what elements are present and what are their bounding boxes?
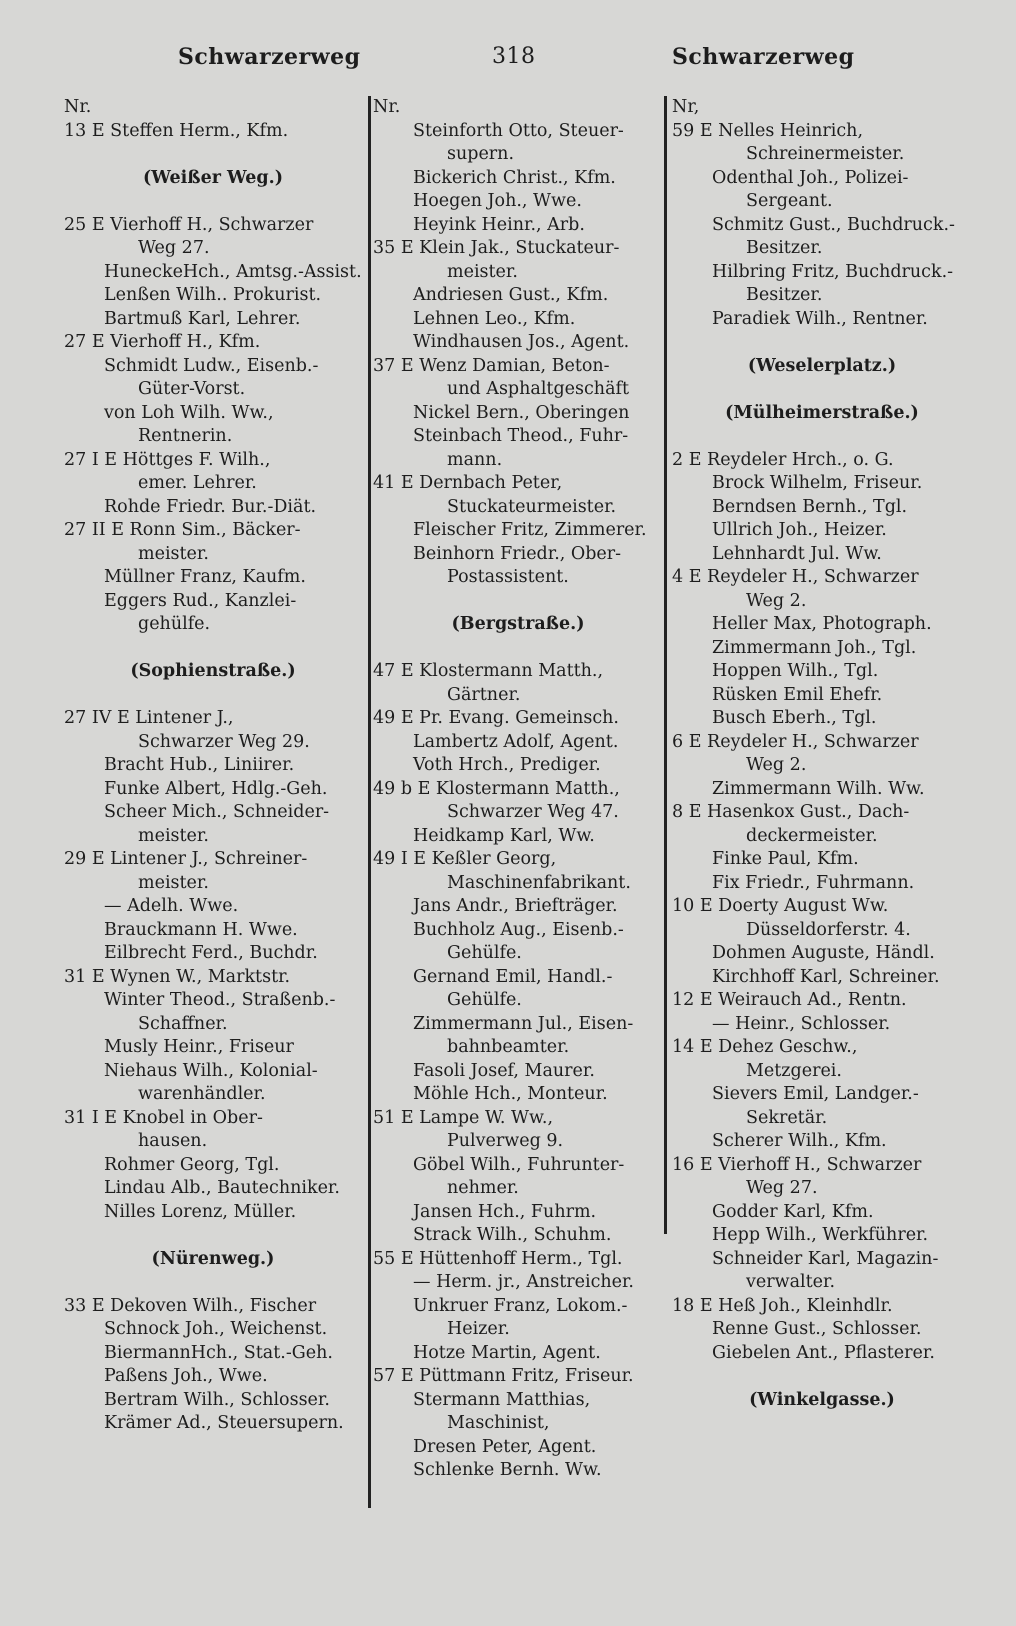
resident-line: Unkruer Franz, Lokom.-	[413, 1295, 628, 1316]
resident-line: Müllner Franz, Kaufm.	[104, 567, 306, 587]
resident-line: Musly Heinr., Friseur	[104, 1037, 294, 1057]
resident-line: Hepp Wilh., Werkführer.	[712, 1225, 929, 1245]
resident-line: Zimmermann Joh., Tgl.	[712, 637, 917, 658]
resident-line: Bracht Hub., Liniirer.	[104, 755, 295, 775]
resident-line: Finke Paul, Kfm.	[712, 849, 859, 869]
resident-line: Godder Karl, Kfm.	[712, 1201, 874, 1222]
spacer	[64, 1224, 362, 1248]
resident-line: Gernand Emil, Handl.-	[413, 966, 613, 987]
continuation-line: supern.	[447, 144, 515, 164]
resident-line: Lenßen Wilh.. Prokurist.	[104, 285, 322, 305]
resident-line: Scheer Mich., Schneider-	[104, 802, 330, 822]
resident-line: Hotze Martin, Agent.	[413, 1342, 601, 1363]
continuation-line: deckermeister.	[746, 825, 878, 846]
resident-line: Hoegen Joh., Wwe.	[413, 191, 582, 211]
resident-line: Fleischer Fritz, Zimmerer.	[413, 520, 647, 540]
resident-line: Berndsen Bernh., Tgl.	[712, 496, 908, 517]
resident-line: Schnock Joh., Weichenst.	[104, 1319, 328, 1339]
resident-line: Bickerich Christ., Kfm.	[413, 167, 616, 188]
resident-line: Funke Albert, Hdlg.-Geh.	[104, 778, 328, 799]
house-entry: 10 E Doerty August Ww.	[672, 896, 889, 916]
continuation-line: meister.	[447, 261, 518, 282]
resident-line: Windhausen Jos., Agent.	[413, 332, 630, 352]
column-2	[373, 96, 663, 1483]
resident-line: Bertram Wilh., Schlosser.	[104, 1389, 330, 1410]
spacer	[672, 378, 972, 402]
resident-line: Odenthal Joh., Polizei-	[712, 167, 909, 188]
running-header-right: Schwarzerweg	[672, 44, 855, 70]
resident-line: Schmidt Ludw., Eisenb.-	[104, 355, 319, 376]
house-entry: 35 E Klein Jak., Stuckateur-	[373, 238, 620, 258]
column-3	[672, 96, 972, 1412]
resident-line: — Herm. jr., Anstreicher.	[413, 1272, 634, 1292]
resident-line: von Loh Wilh. Ww.,	[104, 402, 274, 423]
house-entry: 16 E Vierhoff H., Schwarzer	[672, 1154, 922, 1175]
spacer	[64, 684, 362, 708]
continuation-line: Güter-Vorst.	[138, 379, 246, 399]
resident-line: Dohmen Auguste, Händl.	[712, 943, 935, 963]
resident-line: Hoppen Wilh., Tgl.	[712, 661, 879, 681]
resident-line: Winter Theod., Straßenb.-	[104, 990, 336, 1010]
resident-line: Fix Friedr., Fuhrmann.	[712, 872, 915, 893]
resident-line: Giebelen Ant., Pflasterer.	[712, 1342, 935, 1363]
column-rule	[368, 96, 371, 1508]
column-rule	[664, 96, 667, 1234]
continuation-line: Sekretär.	[746, 1107, 828, 1128]
house-entry: 49 b E Klostermann Matth.,	[373, 778, 620, 799]
section-heading: (Weselerplatz.)	[747, 355, 897, 376]
resident-line: Sievers Emil, Landger.-	[712, 1084, 919, 1104]
resident-line: Eilbrecht Ferd., Buchdr.	[104, 943, 318, 963]
resident-line: Beinhorn Friedr., Ober-	[413, 543, 622, 564]
house-entry: 49 I E Keßler Georg,	[373, 849, 557, 869]
resident-line: Jans Andr., Briefträger.	[413, 896, 618, 916]
continuation-line: Besitzer.	[746, 285, 823, 305]
resident-line: Fasoli Josef, Maurer.	[413, 1060, 595, 1081]
resident-line: Niehaus Wilh., Kolonial-	[104, 1060, 318, 1081]
resident-line: Buchholz Aug., Eisenb.-	[413, 919, 624, 940]
continuation-line: Weg 27.	[138, 238, 210, 258]
resident-line: Göbel Wilh., Fuhrunter-	[413, 1154, 625, 1175]
house-entry: 4 E Reydeler H., Schwarzer	[672, 567, 919, 587]
page-number: 318	[492, 44, 536, 69]
continuation-line: verwalter.	[746, 1272, 836, 1292]
house-entry: 33 E Dekoven Wilh., Fischer	[64, 1295, 317, 1316]
continuation-line: hausen.	[138, 1131, 208, 1151]
resident-line: Jansen Hch., Fuhrm.	[413, 1201, 597, 1222]
house-entry: 14 E Dehez Geschw.,	[672, 1037, 858, 1057]
continuation-line: Maschinist,	[447, 1413, 550, 1433]
resident-line: Andriesen Gust., Kfm.	[413, 285, 609, 305]
continuation-line: bahnbeamter.	[447, 1037, 570, 1057]
house-entry: 47 E Klostermann Matth.,	[373, 661, 604, 681]
section-heading: (Nürenweg.)	[151, 1248, 275, 1269]
resident-line: Krämer Ad., Steuersupern.	[104, 1413, 344, 1433]
resident-line: Heller Max, Photograph.	[712, 614, 932, 634]
continuation-line: Gehülfe.	[447, 990, 522, 1010]
house-entry: 27 IV E Lintener J.,	[64, 708, 234, 728]
resident-line: Kirchhoff Karl, Schreiner.	[712, 966, 940, 987]
resident-line: Steinbach Theod., Fuhr-	[413, 426, 629, 446]
section-heading: (Sophienstraße.)	[130, 661, 296, 681]
resident-line: Scherer Wilh., Kfm.	[712, 1131, 887, 1151]
resident-line: Ullrich Joh., Heizer.	[712, 520, 887, 540]
continuation-line: und Asphaltgeschäft	[447, 379, 630, 399]
resident-line: Rohmer Georg, Tgl.	[104, 1154, 280, 1175]
resident-line: Schmitz Gust., Buchdruck.-	[712, 214, 955, 235]
running-header-left: Schwarzerweg	[178, 44, 361, 70]
spacer	[64, 1271, 362, 1295]
resident-line: BiermannHch., Stat.-Geh.	[104, 1342, 333, 1363]
continuation-line: meister.	[138, 825, 209, 846]
continuation-line: Weg 27.	[746, 1178, 818, 1198]
continuation-line: Schaffner.	[138, 1013, 228, 1034]
house-entry: 2 E Reydeler Hrch., o. G.	[672, 449, 894, 470]
resident-line: Stermann Matthias,	[413, 1389, 591, 1410]
continuation-line: Metzgerei.	[746, 1060, 842, 1081]
spacer	[64, 637, 362, 661]
continuation-line: emer. Lehrer.	[138, 473, 257, 493]
resident-line: Brauckmann H. Wwe.	[104, 919, 298, 940]
resident-line: Lambertz Adolf, Agent.	[413, 731, 619, 752]
section-heading: (Bergstraße.)	[451, 614, 585, 634]
continuation-line: warenhändler.	[138, 1084, 266, 1104]
house-entry: 13 E Steffen Herm., Kfm.	[64, 120, 289, 141]
continuation-line: Düsseldorferstr. 4.	[746, 919, 911, 940]
spacer	[373, 637, 663, 661]
house-entry: 51 E Lampe W. Ww.,	[373, 1107, 554, 1128]
continuation-line: Sergeant.	[746, 191, 833, 211]
resident-line: Paßens Joh., Wwe.	[104, 1366, 268, 1386]
continuation-line: meister.	[138, 543, 209, 564]
house-entry: 31 E Wynen W., Marktstr.	[64, 966, 291, 987]
column-1	[64, 96, 362, 1436]
continuation-line: Rentnerin.	[138, 426, 233, 446]
resident-line: Schneider Karl, Magazin-	[712, 1248, 939, 1269]
resident-line: Voth Hrch., Prediger.	[413, 755, 601, 775]
continuation-line: Heizer.	[447, 1319, 510, 1339]
column-label: Nr,	[672, 97, 700, 117]
house-entry: 27 E Vierhoff H., Kfm.	[64, 332, 261, 352]
resident-line: — Heinr., Schlosser.	[712, 1013, 891, 1034]
house-entry: 37 E Wenz Damian, Beton-	[373, 355, 610, 376]
resident-line: Steinforth Otto, Steuer-	[413, 120, 624, 141]
house-entry: 27 I E Höttges F. Wilh.,	[64, 449, 271, 470]
house-entry: 31 I E Knobel in Ober-	[64, 1107, 263, 1128]
resident-line: Bartmuß Karl, Lehrer.	[104, 308, 301, 329]
resident-line: Dresen Peter, Agent.	[413, 1436, 597, 1457]
resident-line: Heidkamp Karl, Ww.	[413, 825, 595, 846]
continuation-line: Besitzer.	[746, 238, 823, 258]
continuation-line: mann.	[447, 449, 503, 470]
house-entry: 18 E Heß Joh., Kleinhdlr.	[672, 1295, 893, 1316]
continuation-line: Weg 2.	[746, 755, 807, 775]
resident-line: Lehnen Leo., Kfm.	[413, 308, 576, 329]
continuation-line: nehmer.	[447, 1178, 519, 1198]
resident-line: — Adelh. Wwe.	[104, 896, 239, 916]
house-entry: 59 E Nelles Heinrich,	[672, 120, 864, 141]
house-entry: 6 E Reydeler H., Schwarzer	[672, 731, 919, 752]
spacer	[672, 1365, 972, 1389]
house-entry: 29 E Lintener J., Schreiner-	[64, 849, 308, 869]
continuation-line: Maschinenfabrikant.	[447, 872, 631, 893]
resident-line: Schlenke Bernh. Ww.	[413, 1460, 602, 1480]
spacer	[672, 331, 972, 355]
resident-line: Heyink Heinr., Arb.	[413, 214, 585, 235]
resident-line: Rüsken Emil Ehefr.	[712, 684, 883, 705]
column-label: Nr.	[373, 97, 401, 117]
house-entry: 57 E Püttmann Fritz, Friseur.	[373, 1366, 634, 1386]
resident-line: Lindau Alb., Bautechniker.	[104, 1178, 340, 1198]
house-entry: 41 E Dernbach Peter,	[373, 473, 563, 493]
section-heading: (Weißer Weg.)	[143, 167, 283, 188]
resident-line: Renne Gust., Schlosser.	[712, 1319, 922, 1339]
section-heading: (Winkelgasse.)	[749, 1389, 895, 1410]
resident-line: Zimmermann Wilh. Ww.	[712, 778, 925, 799]
column-label: Nr.	[64, 97, 92, 117]
resident-line: Strack Wilh., Schuhm.	[413, 1225, 612, 1245]
house-entry: 12 E Weirauch Ad., Rentn.	[672, 990, 907, 1010]
resident-line: Busch Eberh., Tgl.	[712, 708, 877, 728]
continuation-line: Gehülfe.	[447, 943, 522, 963]
house-entry: 27 II E Ronn Sim., Bäcker-	[64, 520, 301, 540]
continuation-line: gehülfe.	[138, 614, 211, 634]
house-entry: 25 E Vierhoff H., Schwarzer	[64, 214, 314, 235]
resident-line: HuneckeHch., Amtsg.-Assist.	[104, 261, 362, 282]
resident-line: Hilbring Fritz, Buchdruck.-	[712, 261, 954, 282]
resident-line: Eggers Rud., Kanzlei-	[104, 590, 297, 611]
spacer	[64, 190, 362, 214]
continuation-line: meister.	[138, 872, 209, 893]
continuation-line: Schwarzer Weg 29.	[138, 731, 310, 752]
continuation-line: Schwarzer Weg 47.	[447, 802, 619, 822]
resident-line: Paradiek Wilh., Rentner.	[712, 308, 928, 329]
resident-line: Brock Wilhelm, Friseur.	[712, 473, 923, 493]
resident-line: Rohde Friedr. Bur.-Diät.	[104, 496, 317, 517]
spacer	[672, 425, 972, 449]
continuation-line: Schreinermeister.	[746, 144, 905, 164]
house-entry: 55 E Hüttenhoff Herm., Tgl.	[373, 1248, 623, 1269]
continuation-line: Gärtner.	[447, 684, 521, 705]
house-entry: 49 E Pr. Evang. Gemeinsch.	[373, 708, 619, 728]
resident-line: Nilles Lorenz, Müller.	[104, 1201, 297, 1222]
resident-line: Lehnhardt Jul. Ww.	[712, 543, 882, 564]
spacer	[64, 143, 362, 167]
spacer	[373, 590, 663, 614]
resident-line: Zimmermann Jul., Eisen-	[413, 1013, 634, 1034]
house-entry: 8 E Hasenkox Gust., Dach-	[672, 802, 910, 822]
continuation-line: Weg 2.	[746, 590, 807, 611]
section-heading: (Mülheimerstraße.)	[725, 402, 919, 423]
continuation-line: Pulverweg 9.	[447, 1131, 564, 1151]
continuation-line: Postassistent.	[447, 567, 569, 587]
continuation-line: Stuckateurmeister.	[447, 496, 617, 517]
resident-line: Möhle Hch., Monteur.	[413, 1084, 608, 1104]
resident-line: Nickel Bern., Oberingen	[413, 402, 630, 423]
